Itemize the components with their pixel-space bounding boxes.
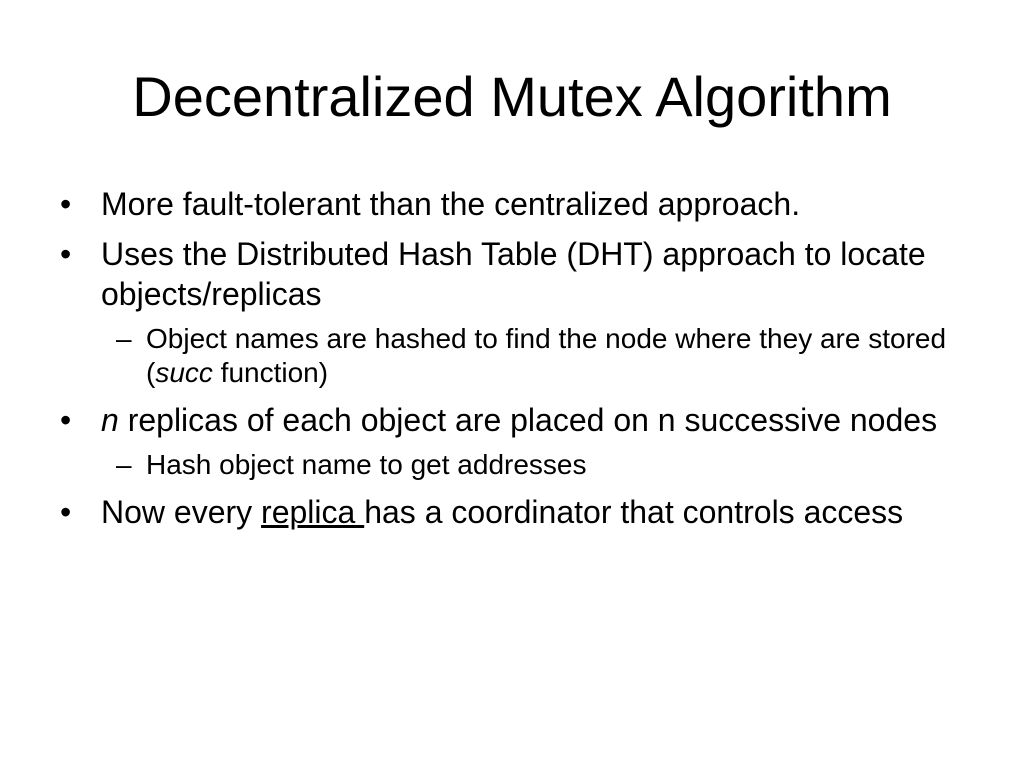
bullet-marker: •	[60, 402, 72, 438]
bullet-dht	[60, 234, 980, 314]
sub-bullet-text-after: function)	[212, 357, 329, 388]
bullet-list	[60, 184, 980, 542]
bullet-text: replicas of each object are placed on n successive nodes	[118, 402, 938, 438]
bullet-text: More fault-tolerant than the centralized approach.	[101, 186, 801, 222]
bullet-underlined-replica: replica	[261, 494, 365, 530]
sub-bullet-text-before: Object names are hashed to find the node where they are stored (	[146, 323, 947, 388]
bullet-coordinator	[60, 492, 980, 532]
sub-bullet-hash-addresses	[60, 448, 980, 482]
sub-bullet-italic-succ: succ	[155, 357, 213, 388]
bullet-marker: •	[60, 186, 72, 222]
bullet-italic-n: n	[101, 402, 119, 438]
sub-bullet-text: Hash object name to get addresses	[146, 449, 587, 480]
bullet-text-after: has a coordinator that controls access	[364, 494, 904, 530]
sub-bullet-hashed-names	[60, 322, 980, 390]
bullet-replicas	[60, 400, 980, 440]
sub-bullet-marker: –	[116, 323, 132, 354]
slide-title: Decentralized Mutex Algorithm	[132, 65, 892, 128]
bullet-text: Uses the Distributed Hash Table (DHT) approach to locate objects/replicas	[101, 236, 926, 312]
bullet-fault-tolerant	[60, 184, 980, 224]
bullet-text-before: Now every	[101, 494, 262, 530]
bullet-marker: •	[60, 494, 72, 530]
bullet-marker: •	[60, 236, 72, 272]
sub-bullet-marker: –	[116, 449, 132, 480]
